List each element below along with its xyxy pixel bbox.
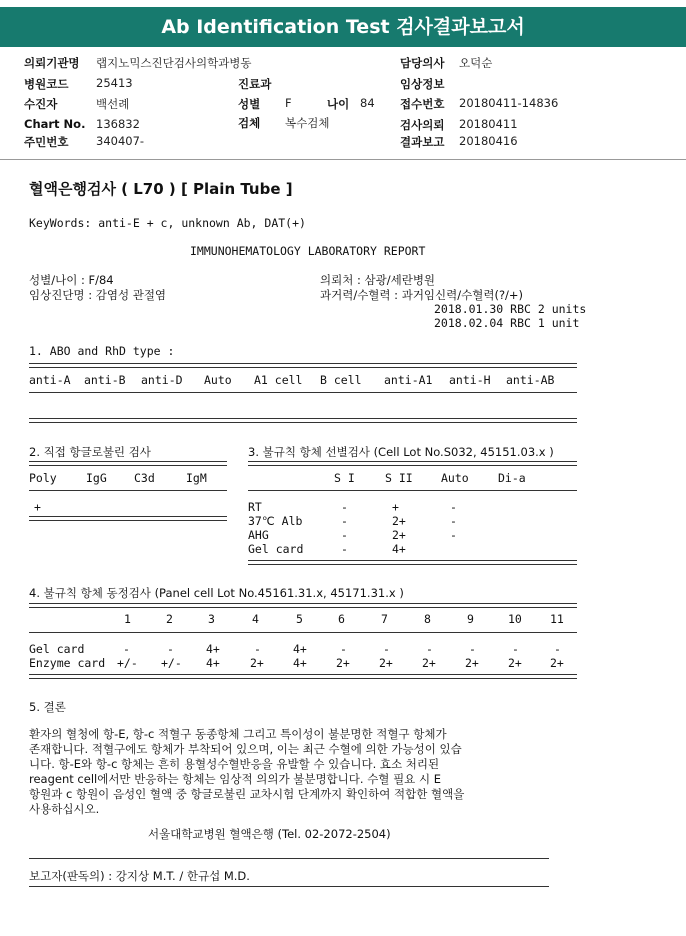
sec4-row-name: Gel card — [29, 642, 85, 656]
conclusion-line: 사용하십시오. — [29, 802, 100, 816]
sec2-col-igm: IgM — [186, 471, 207, 485]
sec2-title: 2. 직접 항글로불린 검사 — [29, 445, 151, 459]
sec4-rule-top — [29, 603, 577, 608]
conclusion-line: 항원과 c 항원이 음성인 혈액 중 항글로불린 교차시험 단계까지 확인하여 적합한 혈액을 — [29, 787, 465, 801]
sec1-col-a1-cell: A1 cell — [254, 373, 303, 387]
doctor-value: 오덕순 — [459, 56, 493, 70]
sec3-cell: - — [341, 528, 348, 542]
history-2: 2018.02.04 RBC 1 unit — [434, 316, 580, 330]
receipt-label: 접수번호 — [400, 97, 445, 111]
report-title: 혈액은행검사 ( L70 ) [ Plain Tube ] — [29, 180, 293, 198]
request-value: 20180411 — [459, 117, 518, 131]
sec1-col-b-cell: B cell — [320, 373, 362, 387]
specimen-value: 복수검체 — [285, 116, 330, 130]
sec4-col-11: 11 — [550, 612, 564, 626]
header-divider — [0, 159, 686, 160]
report-value: 20180416 — [459, 134, 518, 148]
sec4-col-7: 7 — [381, 612, 388, 626]
sec4-cell: 4+ — [293, 656, 307, 670]
sec4-cell: 4+ — [206, 642, 220, 656]
sec3-row-name: 37℃ Alb — [248, 514, 303, 528]
sec1-rule-bottom — [29, 418, 577, 423]
sec4-cell: - — [383, 642, 390, 656]
report-label: 결과보고 — [400, 135, 445, 149]
sec4-cell: - — [469, 642, 476, 656]
sec1-col-anti-a: anti-A — [29, 373, 71, 387]
doctor-label: 담당의사 — [400, 56, 445, 70]
age-label: 나이 — [327, 97, 350, 111]
diagnosis: 임상진단명 : 감염성 관절염 — [29, 288, 167, 302]
sec4-cell: 2+ — [336, 656, 350, 670]
sex-age: 성별/나이 : F/84 — [29, 273, 114, 287]
sec2-rule-bottom — [29, 516, 227, 521]
sec4-col-5: 5 — [296, 612, 303, 626]
sec1-title: 1. ABO and RhD type : — [29, 344, 175, 358]
age-value: 84 — [360, 96, 375, 110]
sec1-col-anti-h: anti-H — [449, 373, 491, 387]
conclusion-line: 존재합니다. 적혈구에도 항체가 부착되어 있으며, 이는 최근 수혈에 의한 가능성이 있습 — [29, 742, 462, 756]
sec4-cell: +/- — [117, 656, 138, 670]
institution-label: 의뢰기관명 — [24, 56, 80, 70]
sec3-cell: - — [450, 514, 457, 528]
sec4-cell: 4+ — [293, 642, 307, 656]
sec1-rule-top — [29, 363, 577, 368]
sec3-row-name: RT — [248, 500, 262, 514]
sec4-rule-mid — [29, 632, 577, 633]
hospital-code-value: 25413 — [96, 76, 133, 90]
sec4-cell: 2+ — [550, 656, 564, 670]
sec4-cell: 4+ — [206, 656, 220, 670]
sec4-col-9: 9 — [467, 612, 474, 626]
conclusion-line: reagent cell에서만 반응하는 항체는 임상적 의의가 불분명합니다. 수혈 필요 시 E — [29, 772, 441, 786]
sec3-cell: - — [450, 528, 457, 542]
sec3-col-auto: Auto — [441, 471, 469, 485]
sec3-cell: 2+ — [392, 528, 406, 542]
conclusion-line: 니다. 항-E와 항-c 항체는 흔히 용혈성수혈반응을 유발할 수 있습니다. 효소 처리된 — [29, 757, 440, 771]
sec3-rule-top — [248, 461, 577, 466]
receipt-value: 20180411-14836 — [459, 96, 559, 110]
sec4-row-name: Enzyme card — [29, 656, 106, 670]
sec3-rule-bottom — [248, 560, 577, 565]
sec3-col-dia: Di-a — [498, 471, 526, 485]
footer-rule — [29, 858, 549, 859]
chart-value: 136832 — [96, 117, 140, 131]
sec2-rule-mid — [29, 490, 227, 491]
sex-value: F — [285, 96, 292, 110]
keywords: KeyWords: anti-E + c, unknown Ab, DAT(+) — [29, 216, 306, 230]
sec4-cell: - — [167, 642, 174, 656]
sec4-cell: 2+ — [379, 656, 393, 670]
sec2-poly-result: + — [34, 500, 41, 514]
id-label: 주민번호 — [24, 135, 69, 149]
sec4-col-10: 10 — [508, 612, 522, 626]
specimen-label: 검체 — [238, 116, 261, 130]
sec4-col-2: 2 — [166, 612, 173, 626]
sec3-row-name: Gel card — [248, 542, 304, 556]
sec3-rule-mid — [248, 490, 577, 491]
sec3-col-s1: S I — [334, 471, 355, 485]
sec4-cell: +/- — [161, 656, 182, 670]
conclusion-line: 환자의 혈청에 항-E, 항-c 적혈구 동종항체 그리고 특이성이 불분명한 적혈구 항체가 — [29, 727, 447, 741]
sec3-col-s2: S II — [385, 471, 413, 485]
sec3-title: 3. 불규칙 항체 선별검사 (Cell Lot No.S032, 45151.03.x ) — [248, 445, 554, 459]
sec3-cell: + — [392, 500, 399, 514]
sec3-cell: - — [341, 542, 348, 556]
sec4-cell: 2+ — [250, 656, 264, 670]
sec1-col-anti-ab: anti-AB — [506, 373, 555, 387]
sec4-cell: 2+ — [422, 656, 436, 670]
institution-value: 랩지노믹스진단검사의학과병동 — [96, 56, 252, 70]
sec4-cell: - — [340, 642, 347, 656]
sec4-col-8: 8 — [424, 612, 431, 626]
sec4-col-6: 6 — [338, 612, 345, 626]
sec4-cell: - — [512, 642, 519, 656]
sec1-col-anti-d: anti-D — [141, 373, 183, 387]
sec1-rule-mid — [29, 392, 577, 393]
sec4-cell: 2+ — [508, 656, 522, 670]
sec4-cell: - — [554, 642, 561, 656]
reporter: 보고자(판독의) : 강지상 M.T. / 한규섭 M.D. — [29, 869, 250, 883]
sec1-col-anti-b: anti-B — [84, 373, 126, 387]
sec3-cell: - — [450, 500, 457, 514]
sec4-cell: - — [426, 642, 433, 656]
footer-rule-bottom — [29, 886, 549, 887]
chart-label: Chart No. — [24, 117, 86, 131]
sec4-cell: 2+ — [465, 656, 479, 670]
history-1: 2018.01.30 RBC 2 units — [434, 302, 587, 316]
sec4-rule-bottom — [29, 674, 577, 679]
blood-bank: 서울대학교병원 혈액은행 (Tel. 02-2072-2504) — [148, 827, 391, 841]
dept-label: 진료과 — [238, 77, 272, 91]
sec3-row-name: AHG — [248, 528, 269, 542]
sec5-title: 5. 결론 — [29, 700, 66, 714]
sec3-cell: 4+ — [392, 542, 406, 556]
lab-title: IMMUNOHEMATOLOGY LABORATORY REPORT — [190, 244, 426, 258]
recipient-label: 수진자 — [24, 97, 58, 111]
sec4-col-3: 3 — [208, 612, 215, 626]
sec3-cell: 2+ — [392, 514, 406, 528]
sec4-col-1: 1 — [124, 612, 131, 626]
referral: 의뢰처 : 삼광/세란병원 — [320, 273, 436, 287]
sec4-cell: - — [123, 642, 130, 656]
sec4-cell: - — [254, 642, 261, 656]
sec3-cell: - — [341, 514, 348, 528]
clinical-label: 임상정보 — [400, 77, 445, 91]
sec4-title: 4. 불규칙 항체 동정검사 (Panel cell Lot No.45161.31.x, 45171.31.x ) — [29, 586, 404, 600]
history: 과거력/수혈력 : 과거임신력/수혈력(?/+) — [320, 288, 524, 302]
hospital-code-label: 병원코드 — [24, 77, 69, 91]
sec2-col-c3d: C3d — [134, 471, 155, 485]
request-label: 검사의뢰 — [400, 118, 445, 132]
sec3-cell: - — [341, 500, 348, 514]
recipient-value: 백선례 — [96, 97, 130, 111]
sec1-col-anti-a1: anti-A1 — [384, 373, 433, 387]
id-value: 340407- — [96, 134, 145, 148]
report-banner: Ab Identification Test 검사결과보고서 — [0, 7, 686, 47]
sec2-col-poly: Poly — [29, 471, 57, 485]
sec1-col-auto: Auto — [204, 373, 232, 387]
sec2-col-igg: IgG — [86, 471, 107, 485]
sec2-rule-top — [29, 461, 227, 466]
sex-label: 성별 — [238, 97, 261, 111]
sec4-col-4: 4 — [252, 612, 259, 626]
